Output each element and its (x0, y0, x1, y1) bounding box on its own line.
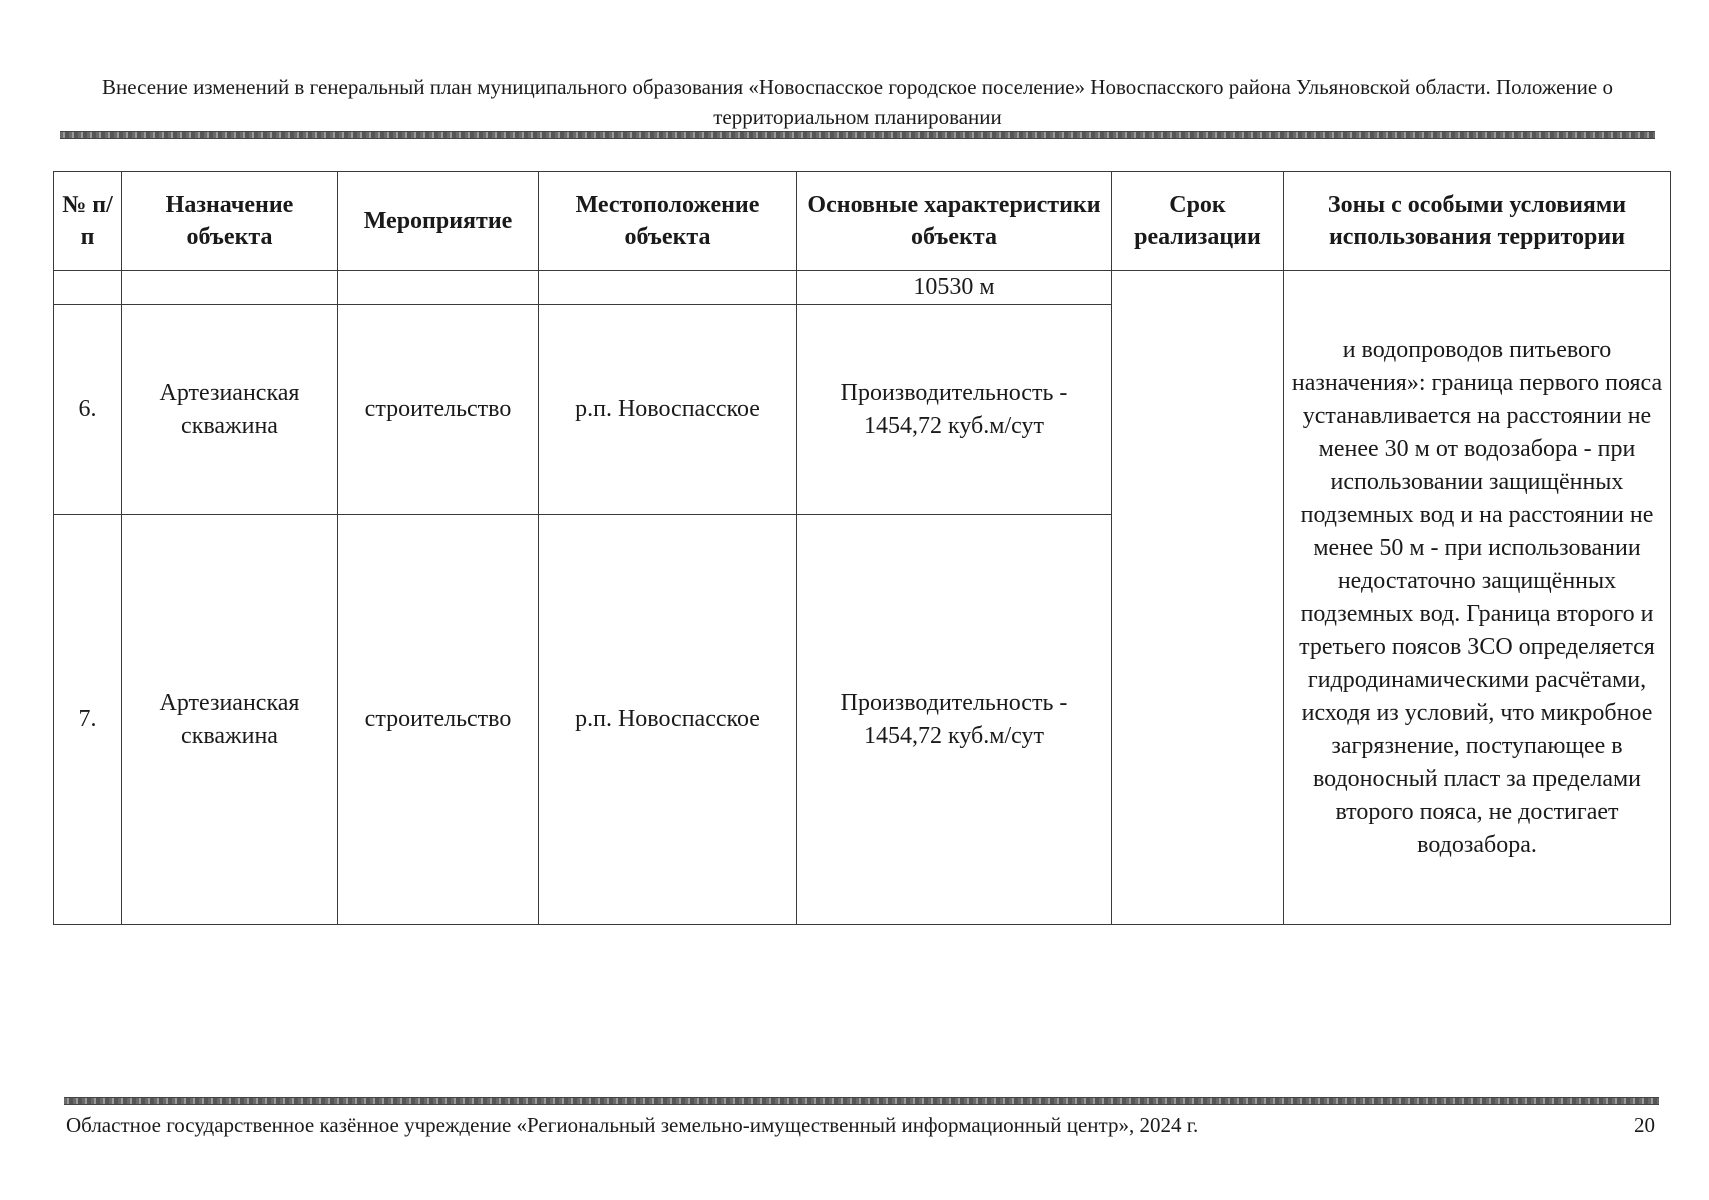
table-header-row (54, 172, 1671, 271)
table-cell (54, 271, 122, 305)
column-header-characteristics: Основные характеристики объекта (797, 172, 1112, 271)
table-cell-location: р.п. Новоспасское (539, 305, 797, 515)
table-cell (338, 271, 539, 305)
table-cell-location: р.п. Новоспасское (539, 515, 797, 925)
table-cell-action: строительство (338, 305, 539, 515)
column-header-number: № п/п (54, 172, 122, 271)
column-header-zones: Зоны с особыми условиями использования территории (1284, 172, 1671, 271)
column-header-term: Срок реализации (1112, 172, 1284, 271)
table-cell-number: 7. (54, 515, 122, 925)
column-header-action: Мероприятие (338, 172, 539, 271)
document-header-title: Внесение изменений в генеральный план муниципального образования «Новоспасское городское поселение» Новоспасского района Ульяновской области. Положение о территориальном планировании (102, 75, 1613, 129)
table-cell-purpose: Артезианская скважина (122, 305, 338, 515)
footer-organization: Областное государственное казённое учреждение «Региональный земельно-имущественный информационный центр», 2024 г. (66, 1113, 1199, 1137)
table-cell (539, 271, 797, 305)
objects-table (53, 171, 1671, 925)
table-cell-term (1112, 271, 1284, 925)
table-cell-characteristics: 10530 м (797, 271, 1112, 305)
header-divider (60, 131, 1655, 139)
column-header-purpose: Назначение объекта (122, 172, 338, 271)
table-cell (122, 271, 338, 305)
table-cell-number: 6. (54, 305, 122, 515)
table-cell-purpose: Артезианская скважина (122, 515, 338, 925)
column-header-location: Местоположение объекта (539, 172, 797, 271)
table-row-continuation (54, 271, 1671, 305)
table-cell-action: строительство (338, 515, 539, 925)
footer-divider (64, 1097, 1659, 1105)
table-cell-zones: и водопроводов питьевого назначения»: граница первого пояса устанавливается на расстоянии не менее 30 м от водозабора - при использовании защищённых подземных вод и на расстоянии не менее 50 м - при использовании недостаточно защищённых подземных вод. Граница второго и третьего поясов ЗСО определяется гидродинамическими расчётами, исходя из условий, что микробное загрязнение, поступающее в водоносный пласт за пределами второго пояса, не достигает водозабора. (1284, 271, 1671, 925)
page-number: 20 (1634, 1113, 1655, 1137)
table-cell-characteristics: Производительность - 1454,72 куб.м/сут (797, 305, 1112, 515)
table-cell-characteristics: Производительность - 1454,72 куб.м/сут (797, 515, 1112, 925)
